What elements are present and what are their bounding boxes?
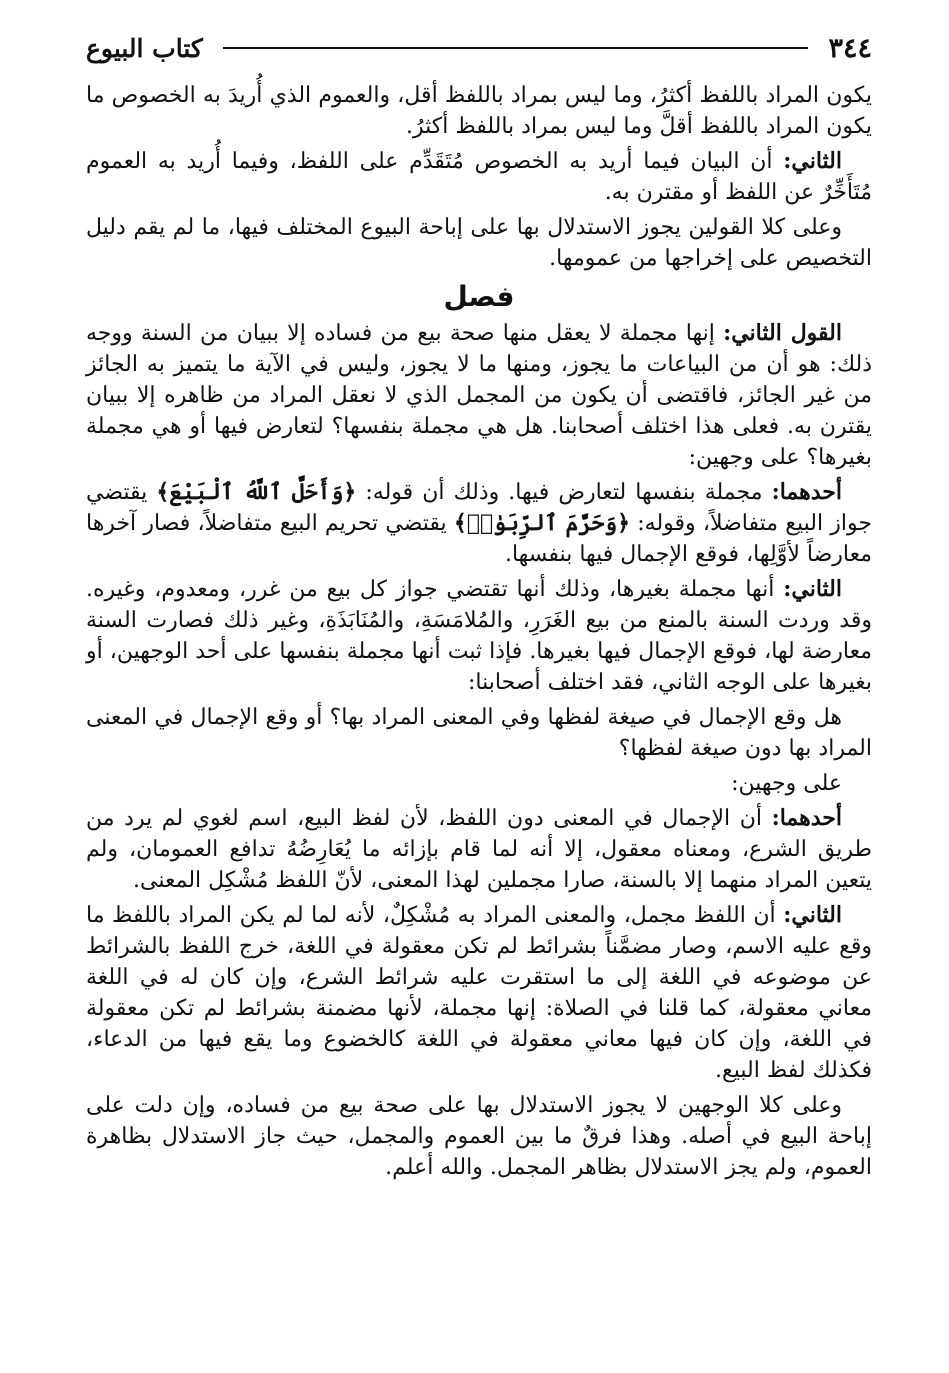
paragraph-text: يقتضي جواز البيع متفاضلاً، وقوله:: [86, 480, 872, 536]
paragraph: [86, 80, 872, 142]
paragraph-lead: أحدهما:: [771, 479, 842, 505]
paragraph-text: أن البيان فيما أريد به الخصوص مُتَقَدِّم على اللفظ، وفيما أُريد به العموم مُتَأَخِّرٌ عن اللفظ أو مقترن به.: [86, 149, 872, 205]
page-number: ٣٤٤: [828, 32, 872, 64]
paragraph-text: أن اللفظ مجمل، والمعنى المراد به مُشْكِلٌ، لأنه لما لم يكن المراد باللفظ ما وقع عليه الاسم، وصار مضمَّناً بشرائط لم تكن معقولة في اللغة، خرج اللفظ بالشرائط عن موضوعه في اللغة إلى ما استقرت عليه شرائط الشرع، وإن كان له في اللغة معاني معقولة، كما قلنا في الصلاة: إنها مجملة، لأنها مضمنة بشرائط لم تكن معقولة في اللغة، وإن كان فيها معاني معقولة في اللغة كالخضوع وما يقع فيها من الدعاء، فكذلك لفظ البيع.: [86, 903, 872, 1083]
paragraph-lead: الثاني:: [783, 148, 842, 174]
paragraph-text: على وجهين:: [731, 771, 842, 796]
paragraph: [86, 574, 872, 698]
book-page: [86, 28, 872, 1187]
paragraph-text: أن الإجمال في المعنى دون اللفظ، لأن لفظ البيع، اسم لغوي لم يرد من طريق الشرع، ومعناه معقول، إلا أنه لما قام بإزائه ما يُعَارِضُهُ تدافع العمومان، ولم يتعين المراد منهما إلا بالسنة، صارا مجملين لهذا المعنى، لأنّ اللفظ مُشْكِل المعنى.: [86, 806, 872, 893]
paragraph-text: وعلى كلا القولين يجوز الاستدلال بها على إباحة البيوع المختلف فيها، ما لم يقم دليل التخصيص على إخراجها من عمومها.: [86, 215, 872, 271]
paragraph-text: هل وقع الإجمال في صيغة لفظها وفي المعنى المراد بها؟ أو وقع الإجمال في المعنى المراد بها دون صيغة لفظها؟: [86, 705, 872, 761]
quran-verse: ﴿وَأَحَلَّ ٱللَّهُ ٱلْبَيْعَ﴾: [156, 479, 357, 505]
paragraph: [86, 1090, 872, 1183]
paragraph: [86, 768, 872, 799]
header-rule: [223, 47, 809, 49]
paragraph: [86, 702, 872, 764]
quran-verse: ﴿وَحَرَّمَ ٱلرِّبَوٰا۟﴾: [453, 510, 631, 536]
paragraph: [86, 803, 872, 896]
page-header: [86, 28, 872, 68]
paragraph-text: يقتضي تحريم البيع متفاضلاً، فصار آخرها معارضاً لأوَّلِها، فوقع الإجمال فيها بنفسها.: [86, 511, 872, 567]
paragraph: [86, 477, 872, 570]
paragraph-text: إنها مجملة لا يعقل منها صحة بيع من فساده إلا ببيان من السنة ووجه ذلك: هو أن من البياعات ما يجوز، ومنها ما لا يجوز، وليس في الآية ما يتميز به الجائز من غير الجائز، فاقتضى أن يكون من المجمل الذي لا نعقل المراد من ظاهره إلا ببيان يقترن به. فعلى هذا اختلف أصحابنا. هل هي مجملة بنفسها؟ لتعارض فيها أو هي مجملة بغيرها؟ على وجهين:: [86, 321, 872, 470]
paragraph: [86, 212, 872, 274]
paragraph: [86, 900, 872, 1086]
paragraph-lead: الثاني:: [783, 902, 842, 928]
section-heading: فصل: [443, 280, 515, 313]
paragraph: [86, 146, 872, 208]
paragraph-lead: القول الثاني:: [723, 320, 842, 346]
paragraph: [86, 318, 872, 473]
paragraph-text: وعلى كلا الوجهين لا يجوز الاستدلال بها على صحة بيع من فساده، وإن دلت على إباحة البيع في أصله. وهذا فرقٌ ما بين العموم والمجمل، حيث جاز الاستدلال بظاهرة العموم، ولم يجز الاستدلال بظاهر المجمل. والله أعلم.: [86, 1093, 872, 1180]
paragraph-text: أنها مجملة بغيرها، وذلك أنها تقتضي جواز كل بيع من غرر، ومعدوم، وغيره. وقد وردت السنة بالمنع من بيع الغَرَرِ، والمُلامَسَةِ، والمُنَابَذَةِ، وغير ذلك فصارت السنة معارضة لها، فوقع الإجمال فيها بغيرها. فإذا ثبت أنها مجملة بنفسها على أحد الوجهين، أو بغيرها على الوجه الثاني، فقد اختلف أصحابنا:: [86, 577, 872, 695]
paragraph-lead: الثاني:: [783, 576, 842, 602]
paragraph-lead: أحدهما:: [771, 805, 842, 831]
paragraph-text: مجملة بنفسها لتعارض فيها. وذلك أن قوله:: [356, 480, 772, 505]
running-title: كتاب البيوع: [86, 33, 203, 63]
paragraph-text: يكون المراد باللفظ أكثرُ، وما ليس بمراد باللفظ أقل، والعموم الذي أُريدَ به الخصوص ما يكون المراد باللفظ أقلَّ وما ليس بمراد باللفظ أكثرُ.: [86, 83, 872, 139]
